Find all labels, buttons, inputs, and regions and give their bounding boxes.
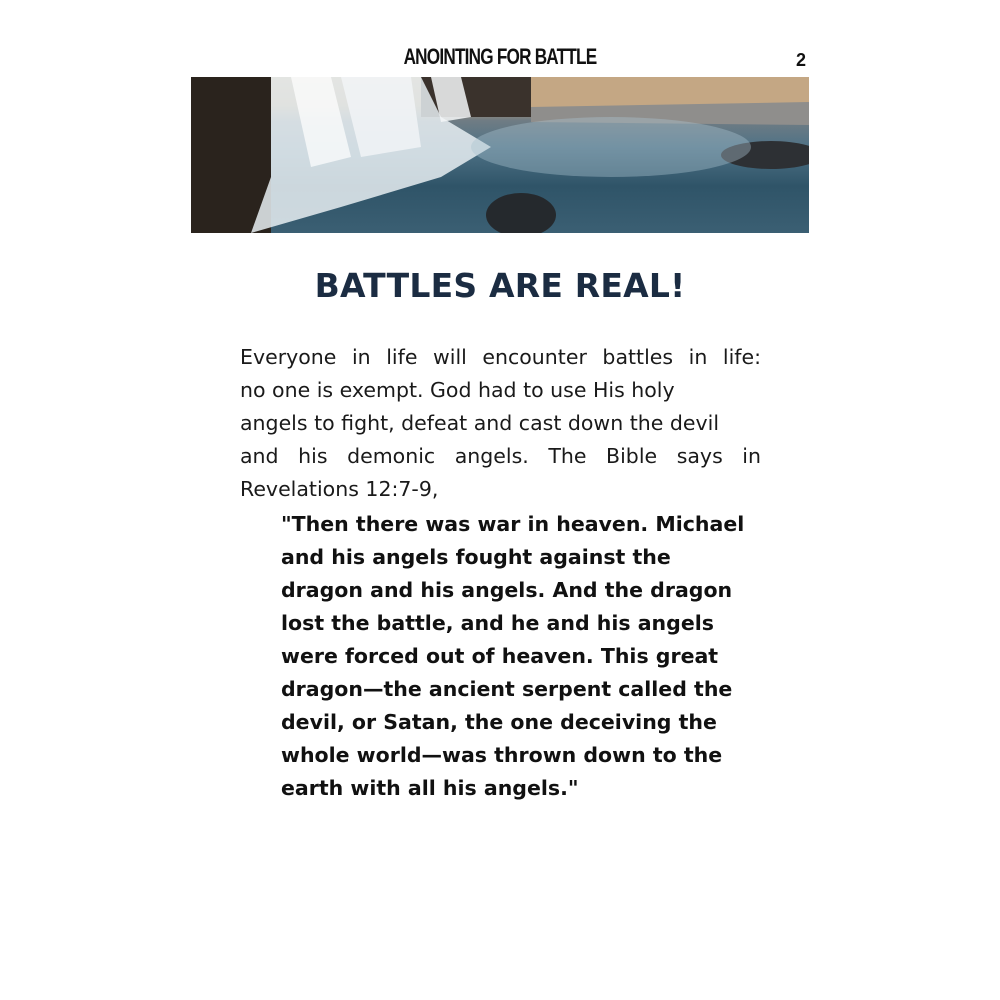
- quote-line: dragon—the ancient serpent called the: [281, 677, 733, 701]
- quote-line: dragon and his angels. And the dragon: [281, 578, 733, 602]
- scripture-quote: [281, 508, 761, 805]
- paragraph-line: no one is exempt. God had to use His holy: [240, 378, 675, 402]
- quote-line: earth with all his angels.": [281, 776, 579, 800]
- body-paragraph: [240, 341, 761, 506]
- quote-line: "Then there was war in heaven. Michael: [281, 512, 745, 536]
- quote-line: were forced out of heaven. This great: [281, 644, 719, 668]
- paragraph-line: angels to fight, defeat and cast down the devil: [240, 411, 720, 435]
- paragraph-line: and his demonic angels. The Bible says in: [240, 444, 761, 468]
- quote-line: lost the battle, and he and his angels: [281, 611, 714, 635]
- paragraph-line: Everyone in life will encounter battles in life:: [240, 345, 761, 369]
- page-heading: BATTLES ARE REAL!: [314, 266, 686, 305]
- waterfall-banner-image: [191, 77, 809, 233]
- quote-line: and his angels fought against the: [281, 545, 671, 569]
- quote-line: devil, or Satan, the one deceiving the: [281, 710, 717, 734]
- quote-line: whole world—was thrown down to the: [281, 743, 723, 767]
- paragraph-line: Revelations 12:7-9,: [240, 477, 439, 501]
- running-header-title: ANOINTING FOR BATTLE: [403, 44, 597, 69]
- page-number: 2: [796, 50, 807, 70]
